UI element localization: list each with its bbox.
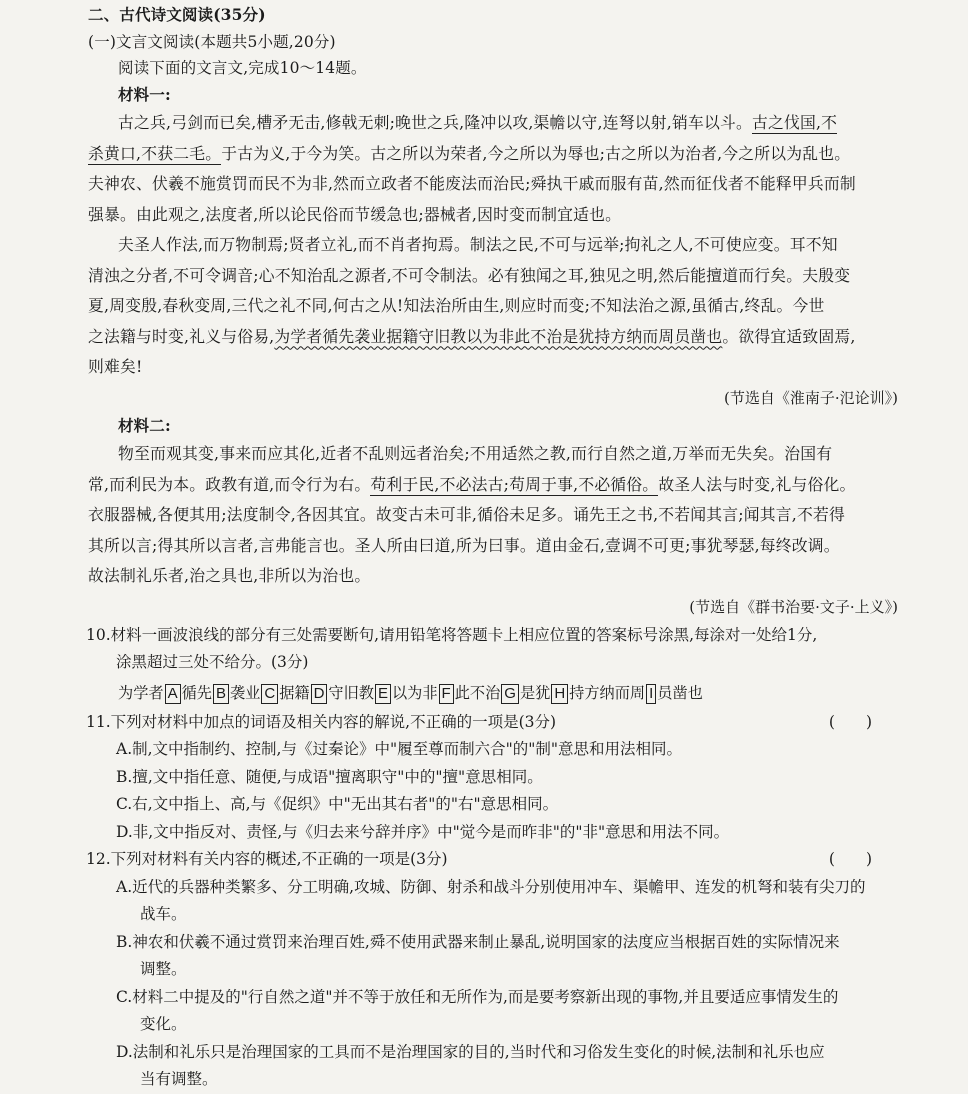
segment-text: 袭业 (229, 683, 261, 702)
m1-p2-line2: 清浊之分者,不可令调音;心不知治乱之源者,不可令制法。必有独闻之耳,独见之明,然后能擅道而行矣。夫殷变 (88, 265, 851, 285)
segment-text: 此不治 (454, 683, 501, 702)
m2-text-span: 常,而利民为本。政教有道,而令行为右。 (88, 474, 371, 494)
m2-underlined-span: 苟利于民,不必法古;苟周于事,不必循俗。 (370, 474, 659, 494)
q12-option-b-line1: B.神农和伏羲不通过赏罚来治理百姓,舜不使用武器来制止暴乱,说明国家的法度应当根据百姓的实际情况来 (116, 932, 840, 951)
m2-line1: 物至而观其变,事来而应其化,近者不乱则远者治矣;不用适然之教,而行自然之道,万举而无失矣。治国有 (118, 444, 833, 463)
q12-answer-paren[interactable]: ( ) (828, 850, 872, 868)
m2-line5: 故法制礼乐者,治之具也,非所以为治也。 (88, 566, 371, 585)
answer-box-e[interactable]: E (375, 684, 391, 704)
q12-stem (86, 846, 898, 874)
m1-p2-line5: 则难矣! (88, 357, 143, 376)
answer-box-i[interactable]: I (646, 684, 656, 704)
q11-option-b: B.擅,文中指任意、随便,与成语"擅离职守"中的"擅"意思相同。 (116, 767, 543, 786)
answer-box-f[interactable]: F (439, 684, 454, 704)
m1-p1-line4: 强暴。由此观之,法度者,所以论民俗而节缓急也;器械者,因时变而制宜适也。 (88, 204, 622, 224)
segment-text: 循先 (181, 683, 212, 702)
m1-p2-line3: 夏,周变殷,春秋变周,三代之礼不同,何古之从!知法治所由生,则应时而变;不知法治之源,虽循古,终乱。今世 (88, 296, 825, 315)
m1-p2-line4 (88, 322, 898, 353)
question-11 (88, 709, 898, 847)
q10-stem-line2: 涂黑超过三处不给分。(3分) (116, 653, 309, 671)
q12-option-a-line1: A.近代的兵器种类繁多、分工明确,攻城、防御、射杀和战斗分别使用冲车、渠幨甲、连发的机弩和装有尖刀的 (116, 877, 866, 896)
q12-option-a-line2: 战车。 (140, 905, 187, 923)
material1-label: 材料一: (118, 84, 171, 104)
segment-text: 据籍 (279, 683, 310, 702)
m2-line4: 其所以言;得其所以言者,言弗能言也。圣人所由曰道,所为曰事。道由金石,壹调不可更;事犹琴瑟,每终改调。 (88, 535, 840, 555)
segment-text: 是犹 (519, 683, 551, 702)
m1-p1-line3: 夫神农、伏羲不施赏罚而民不为非,然而立政者不能废法而治民;舜执干戚而服有苗,然而征伐者不能释甲兵而制 (88, 174, 856, 193)
material2-label: 材料二: (118, 415, 171, 435)
instruction: 阅读下面的文言文,完成10～14题。 (118, 59, 367, 77)
m2-line3: 衣服器械,各便其用;法度制令,各因其宜。故变古未可非,循俗未足多。诵先王之书,不若闻其言;闻其言,不若得 (88, 505, 846, 524)
material2-source: (节选自《群书治要·文子·上义》) (689, 597, 898, 616)
segment-text: 以为非 (391, 683, 438, 702)
sub-title: (一)文言文阅读(本题共5小题,20分) (88, 32, 336, 51)
q11-option-a: A.制,文中指制约、控制,与《过秦论》中"履至尊而制六合"的"制"意思和用法相同。 (116, 740, 682, 758)
material1-text (88, 108, 898, 383)
m1-text-span: 。欲得宜适致固焉, (722, 326, 856, 346)
answer-box-c[interactable]: C (261, 684, 278, 704)
m1-wavy-span: 为学者循先袭业据籍守旧教以为非此不治是犹持方纳而周员凿也 (274, 326, 723, 346)
question-10 (88, 622, 898, 709)
q11-stem (86, 709, 898, 737)
m1-text-span: 之法籍与时变,礼义与俗易, (88, 326, 275, 346)
answer-box-a[interactable]: A (165, 684, 181, 704)
q11-option-d: D.非,文中指反对、责怪,与《归去来兮辞并序》中"觉今是而昨非"的"非"意思和用法不同。 (116, 822, 730, 841)
m1-text-span: 古之兵,弓剑而已矣,槽矛无击,修戟无刺;晚世之兵,隆冲以攻,渠幨以守,连弩以射,销车以斗。 (118, 113, 752, 132)
answer-box-h[interactable]: H (551, 684, 568, 704)
m1-p2-line1: 夫圣人作法,而万物制焉;贤者立礼,而不肖者拘焉。制法之民,不可与远举;拘礼之人,不可使应变。耳不知 (118, 235, 838, 254)
m1-text-span: 于古为义,于今为笑。古之所以为荣者,今之所以为辱也;古之所以为治者,今之所以为乱也。 (221, 143, 851, 163)
answer-box-g[interactable]: G (501, 684, 519, 704)
section-title: 二、古代诗文阅读(35分) (88, 5, 266, 24)
q11-option-c: C.右,文中指上、高,与《促织》中"无出其右者"的"右"意思相同。 (116, 795, 559, 813)
segment-text: 为学者 (118, 683, 164, 702)
q12-option-c-line1: C.材料二中提及的"行自然之道"并不等于放任和无所作为,而是要考察新出现的事物,并且要适应事情发生的 (116, 987, 839, 1006)
q12-option-d-line2: 当有调整。 (140, 1070, 218, 1088)
question-12 (88, 846, 898, 1094)
m2-line2 (88, 470, 898, 501)
answer-box-b[interactable]: B (213, 684, 229, 704)
segment-text: 员凿也 (657, 683, 703, 702)
q11-answer-paren[interactable]: ( ) (828, 712, 872, 731)
segment-text: 守旧教 (328, 683, 374, 702)
m1-p1-line1 (88, 108, 898, 139)
m1-underlined-span: 杀黄口,不获二毛。 (88, 143, 222, 163)
material2-text (88, 439, 898, 592)
m2-text-span: 故圣人法与时变,礼与俗化。 (658, 474, 856, 494)
q12-stem-text: 12.下列对材料有关内容的概述,不正确的一项是(3分) (86, 850, 448, 868)
segment-text: 持方纳而周 (569, 683, 646, 702)
q12-option-d-line1: D.法制和礼乐只是治理国家的工具而不是治理国家的目的,当时代和习俗发生变化的时候,法制和礼乐也应 (116, 1042, 825, 1061)
q12-option-b-line2: 调整。 (140, 960, 187, 978)
q10-stem-line1: 10.材料一画波浪线的部分有三处需要断句,请用铅笔将答题卡上相应位置的答案标号涂黑,每涂对一处给1分, (86, 625, 818, 644)
material1-source: (节选自《淮南子·氾论训》) (724, 388, 898, 407)
answer-box-d[interactable]: D (311, 684, 328, 704)
q12-option-c-line2: 变化。 (140, 1015, 187, 1033)
m1-underlined-span: 古之伐国,不 (751, 113, 838, 132)
q11-stem-text: 11.下列对材料中加点的词语及相关内容的解说,不正确的一项是(3分) (86, 712, 557, 731)
q10-segment-line (88, 677, 898, 709)
m1-p1-line2 (88, 139, 898, 170)
